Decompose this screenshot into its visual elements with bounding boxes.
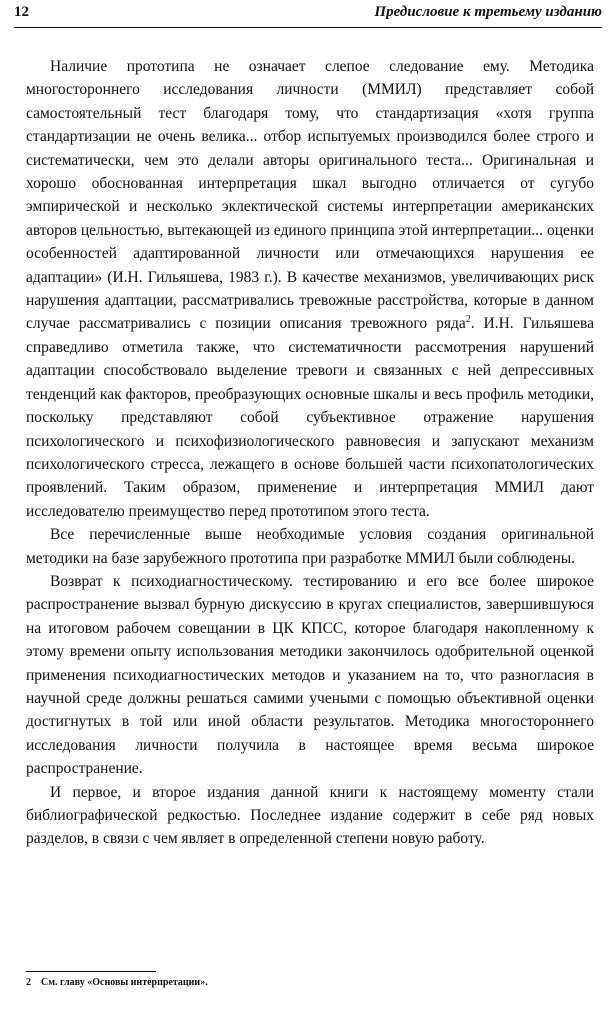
footnote — [26, 976, 208, 990]
paragraph-4: И первое, и второе издания данной книги к настоящему моменту стали библиографической редкостью. Последнее издание содержит в себе ряд новых разделов, в связи с чем являет в определенной степени новую работу. — [26, 783, 594, 848]
page-number: 12 — [14, 4, 29, 20]
footnote-rule — [26, 971, 156, 972]
paragraph-1-part-b: . И.Н. Гильяшева справедливо отметила также, что систематичности рассмотрения нарушений адаптации способствовало выделение тревоги и связанных с ней депрессивных тенденций как факторов, преобразующих основные шкалы и весь профиль методики, поскольку представляют собой субъективное отражение нарушения психологического и психофизиологического равновесия и запускают механизм психологического стресса, лежащего в основе большей части психопатологических проявлений. Таким образом, применение и интерпретация ММИЛ дают исследователю преимущество перед прототипом этого теста. — [26, 315, 594, 520]
body-text — [26, 55, 594, 851]
header-rule — [14, 27, 602, 28]
paragraph-1 — [26, 55, 594, 523]
footnote-reference[interactable]: 2 — [465, 314, 471, 326]
paragraph-1-part-a: Наличие прототипа не означает слепое следование ему. Методика многостороннего исследования личности (ММИЛ) представляет собой самостоятельный тест благодаря тому, что стандартизация «хотя группа стандартизации не очень велика... отбор испытуемых производился более строго и систематически, чем это делали авторы оригинального теста... Оригинальная и хорошо обоснованная интерпретация шкал выгодно отличается от сугубо эмпирической и несколько эклектической системы интерпретации американских авторов цельностью, вытекающей из единого принципа этой интерпретации... оценки особенностей адаптированной личности или отмечающихся нарушения ее адаптации» (И.Н. Гильяшева, 1983 г.). В качестве механизмов, увеличивающих риск нарушения адаптации, рассматривались тревожные расстройства, которые в данном случае рассматривались с позиции описания тревожного ряда — [26, 58, 594, 333]
paragraph-3: Возврат к психодиагностическому. тестированию и его все более широкое распространение вызвал бурную дискуссию в кругах специалистов, завершившуюся на итоговом рабочем совещании в ЦК КПСС, которое благодаря накопленному к этому времени опыту использования методики закончилось одобрительной оценкой применения психодиагностических методов и указанием на то, что разногласия в научной среде должны решаться самими учеными с помощью объективной оценки достигнутых в той или иной области результатов. Методика многостороннего исследования личности получила в настоящее время весьма широкое распространение. — [26, 572, 594, 778]
footnote-number: 2 — [26, 977, 31, 988]
paragraph-2: Все перечисленные выше необходимые условия создания оригинальной методики на базе зарубежного прототипа при разработке ММИЛ были соблюдены. — [26, 526, 594, 567]
running-title: Предисловие к третьему изданию — [374, 4, 602, 20]
page-header — [14, 4, 602, 26]
footnote-text: См. главу «Основы интерпретации». — [41, 977, 208, 988]
